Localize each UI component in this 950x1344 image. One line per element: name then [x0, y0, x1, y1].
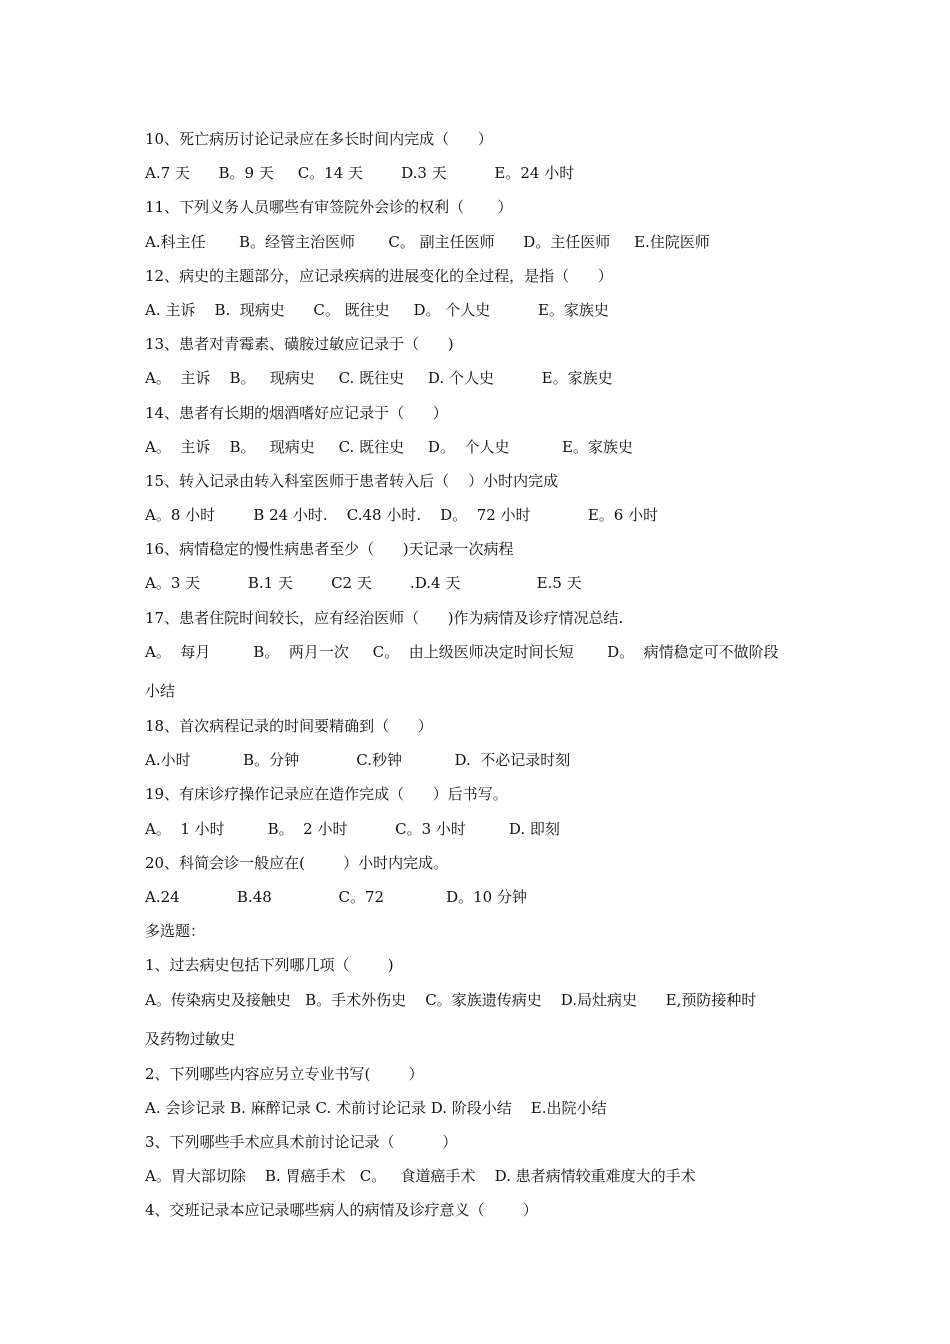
question-text: 3、下列哪些手术应具术前讨论记录（ ） — [145, 1133, 458, 1152]
answer-options: A。 每月 B。 两月一次 C。 由上级医师决定时间长短 D。 病情稳定可不做阶段 — [145, 642, 779, 661]
question-text: 4、交班记录本应记录哪些病人的病情及诊疗意义（ ） — [145, 1201, 538, 1220]
answer-options: A.小时 B。分钟 C.秒钟 D. 不必记录时刻 — [145, 751, 571, 770]
answer-options: A.科主任 B。经管主治医师 C。 副主任医师 D。主任医师 E.住院医师 — [145, 232, 710, 251]
question-text: 18、首次病程记录的时间要精确到（ ） — [145, 717, 433, 735]
question-text: 10、死亡病历讨论记录应在多长时间内完成（ ） — [145, 130, 493, 148]
section-heading: 多选题： — [145, 922, 206, 941]
answer-options: A。传染病史及接触史 B。手术外伤史 C。家族遗传病史 D.局灶病史 E,预防接种时 — [145, 990, 757, 1009]
question-text: 19、有床诊疗操作记录应在造作完成（ ）后书写。 — [145, 785, 508, 804]
question-text: 14、患者有长期的烟酒嗜好应记录于（ ） — [145, 403, 448, 422]
question-text: 20、科简会诊一般应在( ）小时内完成。 — [145, 853, 449, 872]
answer-options: A. 主诉 B. 现病史 C。 既往史 D。 个人史 E。家族史 — [145, 300, 609, 319]
question-text: 11、下列义务人员哪些有审签院外会诊的权利（ ） — [145, 198, 513, 217]
question-text: 16、病情稳定的慢性病患者至少（ )天记录一次病程 — [145, 540, 514, 559]
answer-options: A。 主诉 B。 现病史 C. 既往史 D。 个人史 E。家族史 — [145, 437, 633, 456]
answer-options-continued: 及药物过敏史 — [145, 1029, 236, 1048]
answer-options: A。 主诉 B。 现病史 C. 既往史 D. 个人史 E。家族史 — [145, 369, 613, 388]
question-text: 12、病史的主题部分，应记录疾病的进展变化的全过程，是指（ ） — [145, 266, 613, 285]
answer-options: A.7 天 B。9 天 C。14 天 D.3 天 E。24 小时 — [145, 164, 575, 183]
answer-options: A.24 B.48 C。72 D。10 分钟 — [145, 887, 527, 906]
answer-options-continued: 小结 — [145, 682, 176, 700]
answer-options: A。胃大部切除 B. 胃癌手术 C。 食道癌手术 D. 患者病情较重难度大的手术 — [145, 1167, 696, 1186]
question-text: 13、患者对青霉素、磺胺过敏应记录于（ ) — [145, 335, 454, 354]
answer-options: A. 会诊记录 B. 麻醉记录 C. 术前讨论记录 D. 阶段小结 E.出院小结 — [145, 1098, 607, 1117]
question-text: 17、患者住院时间较长，应有经治医师（ )作为病情及诊疗情况总结. — [145, 608, 624, 627]
question-text: 2、下列哪些内容应另立专业书写( ） — [145, 1064, 424, 1083]
question-text: 15、转入记录由转入科室医师于患者转入后（ ）小时内完成 — [145, 471, 559, 490]
question-list — [145, 122, 825, 1228]
answer-options: A。 1 小时 B。 2 小时 C。3 小时 D. 即刻 — [145, 819, 560, 838]
answer-options: A。3 天 B.1 天 C2 天 .D.4 天 E.5 天 — [145, 574, 582, 593]
answer-options: A。8 小时 B 24 小时. C.48 小时. D。 72 小时 E。6 小时 — [145, 506, 659, 525]
question-text: 1、过去病史包括下列哪几项（ ) — [145, 956, 394, 975]
